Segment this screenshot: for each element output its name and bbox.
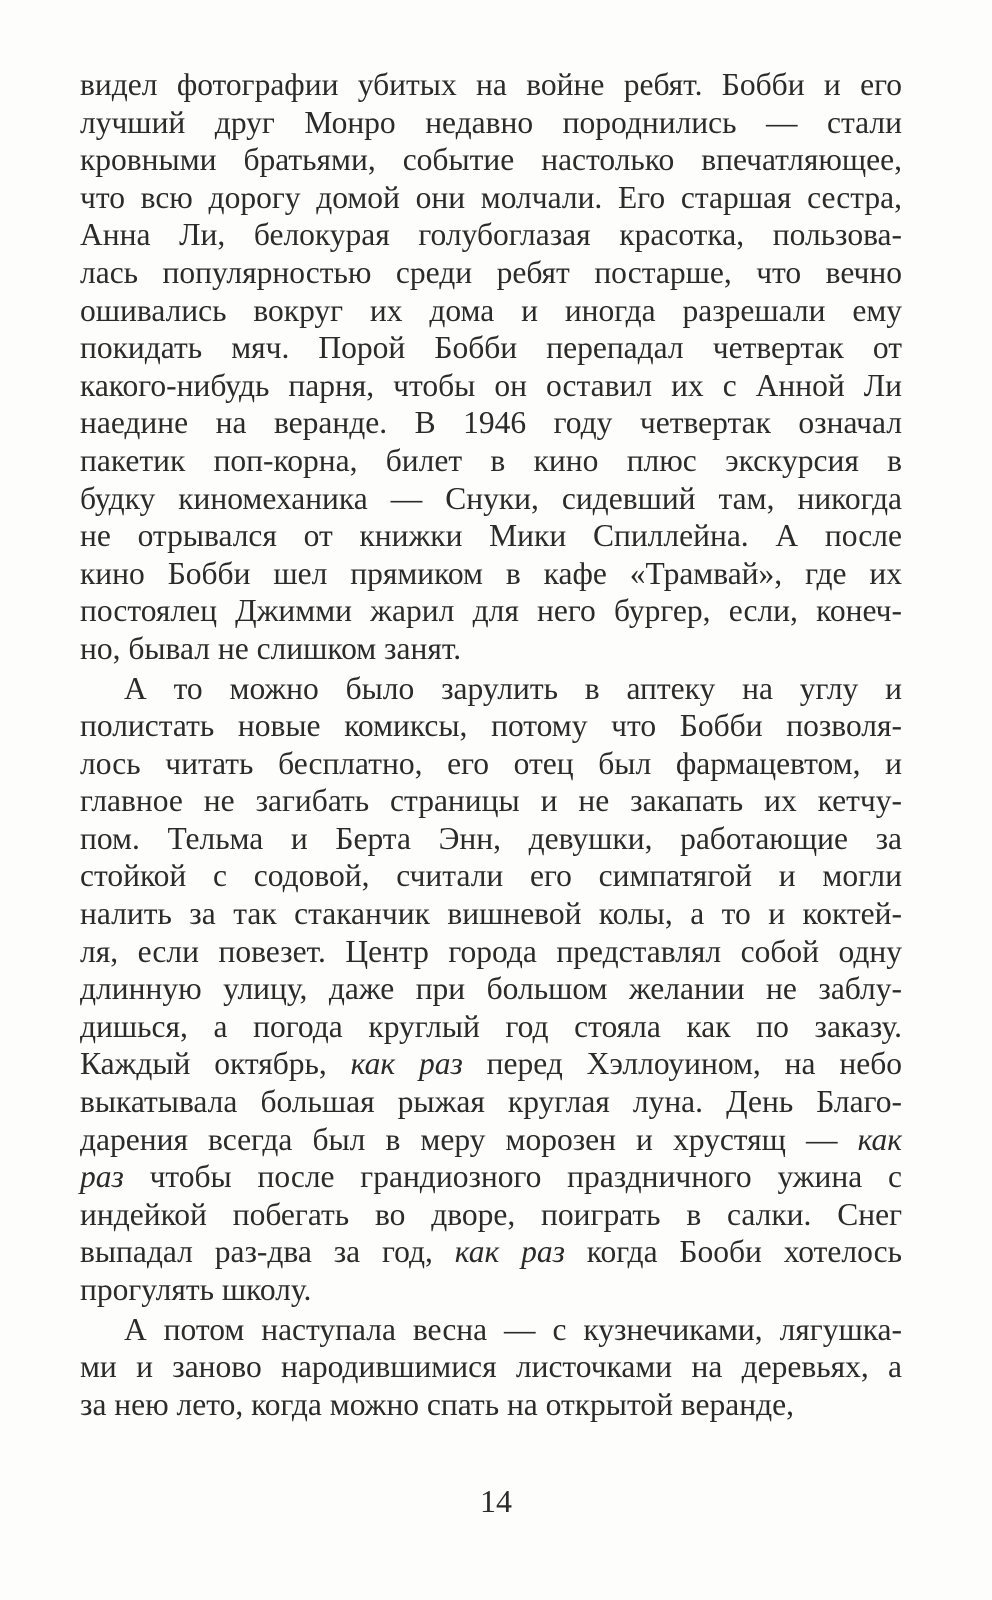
text-line: ля, если повезет. Центр города представлял собой одну bbox=[80, 933, 902, 969]
text-line: наедине на веранде. В 1946 году четвертак означал bbox=[80, 405, 902, 441]
text-line: за нею лето, когда можно спать на открытой веранде, bbox=[80, 1386, 794, 1422]
text-line: но, бывал не слишком занят. bbox=[80, 630, 462, 666]
italic-emphasis: как раз bbox=[350, 1046, 463, 1082]
text-line: будку киномеханика — Снуки, сидевший там, никогда bbox=[80, 480, 902, 516]
text-line: ошивались вокруг их дома и иногда разрешали ему bbox=[80, 292, 902, 328]
paragraph bbox=[80, 670, 902, 1309]
text-line: лась популярностью среди ребят постарше, что вечно bbox=[80, 254, 902, 290]
text-line: лось читать бесплатно, его отец был фармацевтом, и bbox=[80, 745, 902, 781]
text-line: индейкой побегать во дворе, поиграть в салки. Снег bbox=[80, 1196, 902, 1232]
page-number: 14 bbox=[480, 1483, 512, 1519]
text-line: налить за так стаканчик вишневой колы, а то и коктей- bbox=[80, 896, 902, 932]
text-line: полистать новые комиксы, потому что Бобби позволя- bbox=[80, 708, 902, 744]
text-line: дарения всегда был в меру морозен и хрустящ — как bbox=[80, 1121, 902, 1157]
text-line: длинную улицу, даже при большом желании не заблу- bbox=[80, 971, 902, 1007]
text-line: кровными братьями, событие настолько впечатляющее, bbox=[80, 142, 902, 178]
italic-emphasis: раз bbox=[80, 1159, 124, 1195]
text-line: прогулять школу. bbox=[80, 1272, 312, 1307]
text-line: выкатывала большая рыжая круглая луна. День Благо- bbox=[80, 1084, 902, 1120]
text-line: главное не загибать страницы и не закапать их кетчу- bbox=[80, 783, 902, 819]
text-line: пакетик поп-корна, билет в кино плюс экскурсия в bbox=[80, 442, 902, 478]
text-line: Анна Ли, белокурая голубоглазая красотка, пользова- bbox=[80, 217, 902, 253]
text-line: покидать мяч. Порой Бобби перепадал четвертак от bbox=[80, 330, 902, 366]
text-line: А то можно было зарулить в аптеку на углу и bbox=[124, 670, 902, 706]
text-line: какого-нибудь парня, чтобы он оставил их с Анной Ли bbox=[80, 367, 902, 403]
text-line: выпадал раз-два за год, как раз когда Бооби хотелось bbox=[80, 1234, 902, 1270]
text-line: А потом наступала весна — с кузнечиками, лягушка- bbox=[124, 1311, 902, 1347]
text-line: видел фотографии убитых на войне ребят. Бобби и его bbox=[80, 67, 902, 102]
italic-emphasis: как раз bbox=[454, 1234, 565, 1270]
text-line: дишься, а погода круглый год стояла как по заказу. bbox=[80, 1008, 902, 1044]
text-line: пом. Тельма и Берта Энн, девушки, работающие за bbox=[80, 820, 902, 856]
text-line: Каждый октябрь, как раз перед Хэллоуином, на небо bbox=[80, 1046, 902, 1082]
italic-emphasis: как bbox=[857, 1121, 902, 1157]
paragraph bbox=[80, 1311, 902, 1424]
body-text bbox=[80, 66, 902, 1423]
paragraph bbox=[80, 66, 902, 668]
text-line: раз чтобы после грандиозного праздничного ужина с bbox=[80, 1159, 902, 1195]
text-line: кино Бобби шел прямиком в кафе «Трамвай», где их bbox=[80, 555, 902, 591]
text-line: стойкой с содовой, считали его симпатягой и могли bbox=[80, 858, 902, 894]
text-line: ми и заново народившимися листочками на деревьях, а bbox=[80, 1349, 902, 1385]
text-line: постоялец Джимми жарил для него бургер, если, конеч- bbox=[80, 593, 902, 629]
text-line: не отрывался от книжки Мики Спиллейна. А после bbox=[80, 518, 902, 554]
text-line: что всю дорогу домой они молчали. Его старшая сестра, bbox=[80, 179, 902, 215]
text-line: лучший друг Монро недавно породнились — стали bbox=[80, 104, 902, 140]
